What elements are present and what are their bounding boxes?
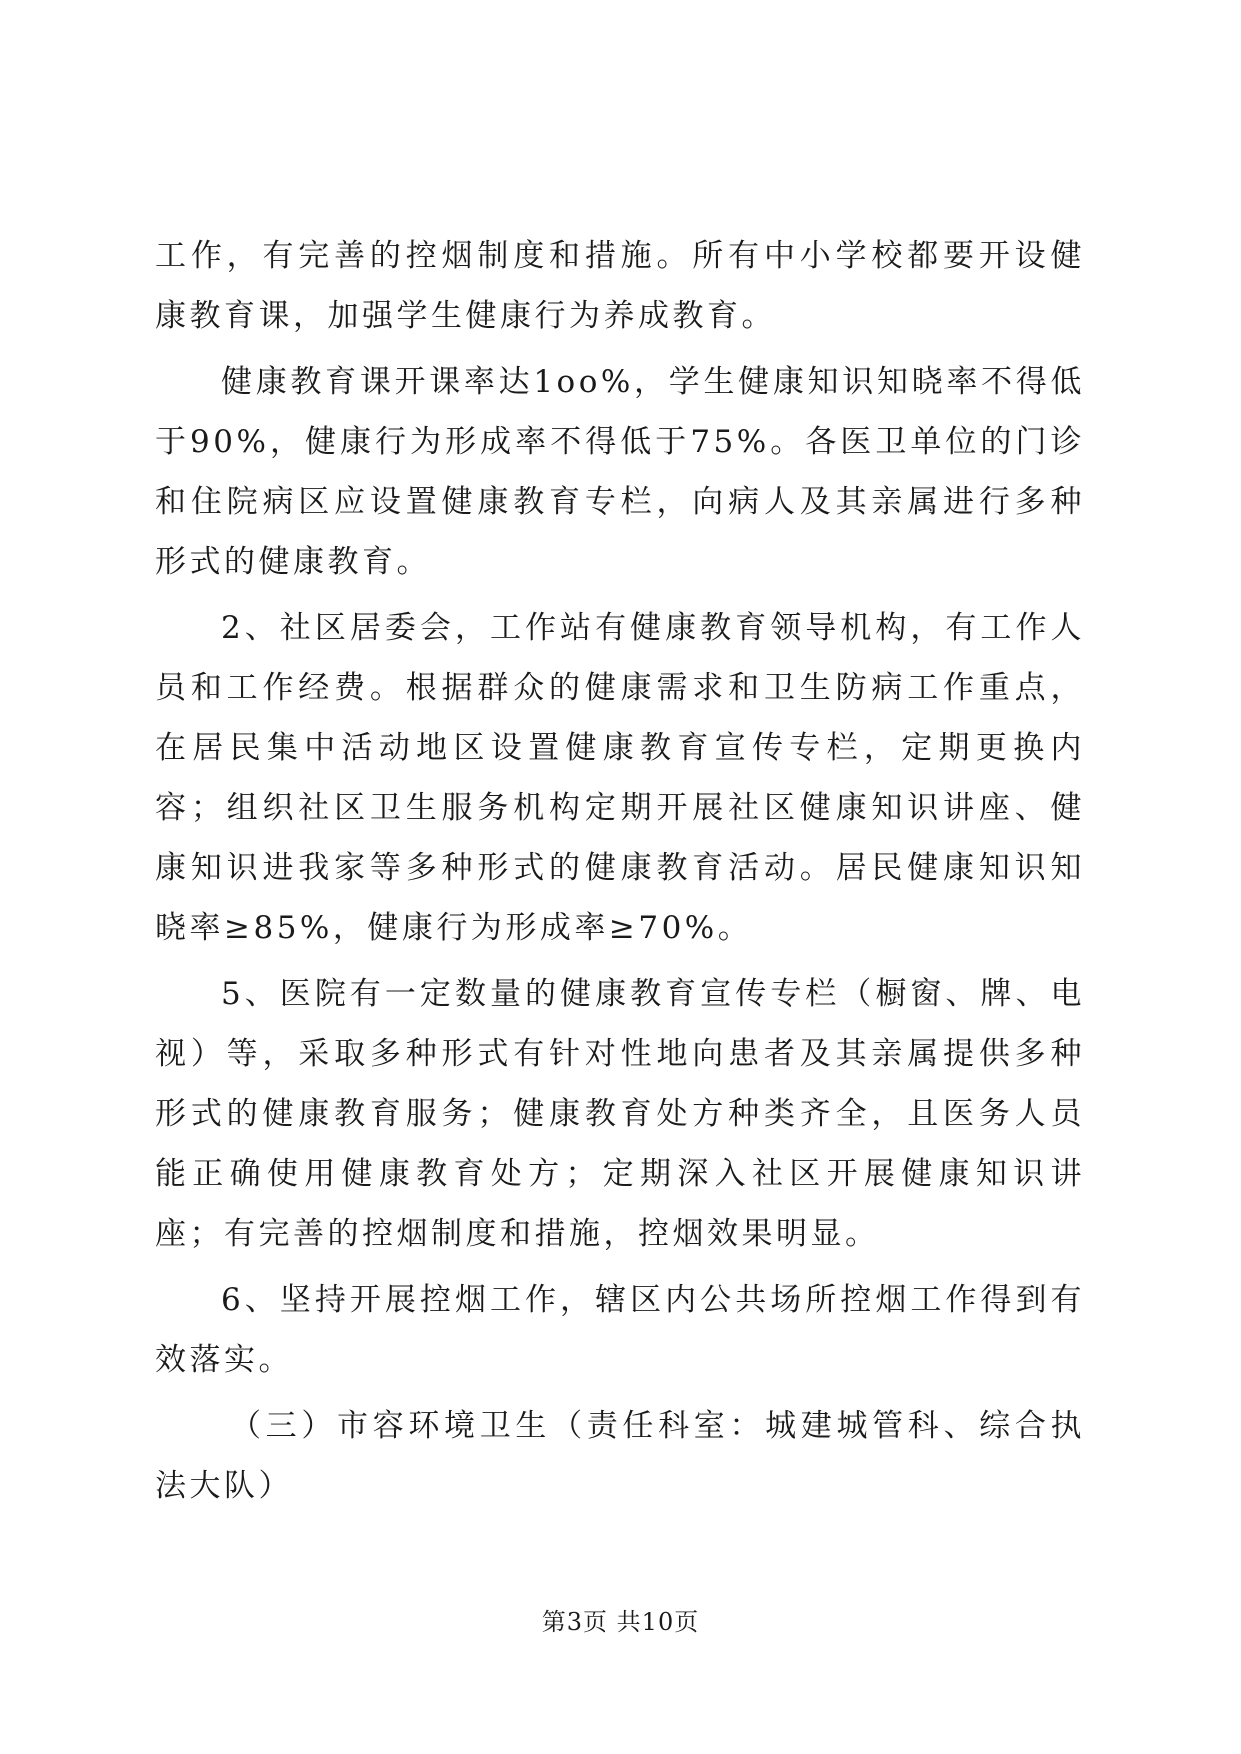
paragraph-health-education-rates: 健康教育课开课率达1oo%，学生健康知识知晓率不得低于90%，健康行为形成率不得低于75%。各医卫单位的门诊和住院病区应设置健康教育专栏，向病人及其亲属进行多种形式的健康教育。 (155, 364, 1085, 580)
paragraph-continuation: 工作，有完善的控烟制度和措施。所有中小学校都要开设健康教育课，加强学生健康行为养成教育。 (155, 238, 1085, 334)
paragraph-community-committee: 2、社区居委会，工作站有健康教育领导机构，有工作人员和工作经费。根据群众的健康需求和卫生防病工作重点，在居民集中活动地区设置健康教育宣传专栏，定期更换内容；组织社区卫生服务机构定期开展社区健康知识讲座、健康知识进我家等多种形式的健康教育活动。居民健康知识知晓率≥85%，健康行为形成率≥70%。 (155, 610, 1085, 946)
section-heading-city-environment: （三）市容环境卫生（责任科室：城建城管科、综合执法大队） (155, 1408, 1085, 1504)
paragraph-tobacco-control: 6、坚持开展控烟工作，辖区内公共场所控烟工作得到有效落实。 (155, 1282, 1085, 1378)
page-number-footer: 第3页 共10页 (541, 1608, 700, 1636)
document-body (155, 226, 1085, 1522)
paragraph-hospital: 5、医院有一定数量的健康教育宣传专栏（橱窗、牌、电视）等，采取多种形式有针对性地向患者及其亲属提供多种形式的健康教育服务；健康教育处方种类齐全，且医务人员能正确使用健康教育处方；定期深入社区开展健康知识讲座；有完善的控烟制度和措施，控烟效果明显。 (155, 976, 1085, 1252)
